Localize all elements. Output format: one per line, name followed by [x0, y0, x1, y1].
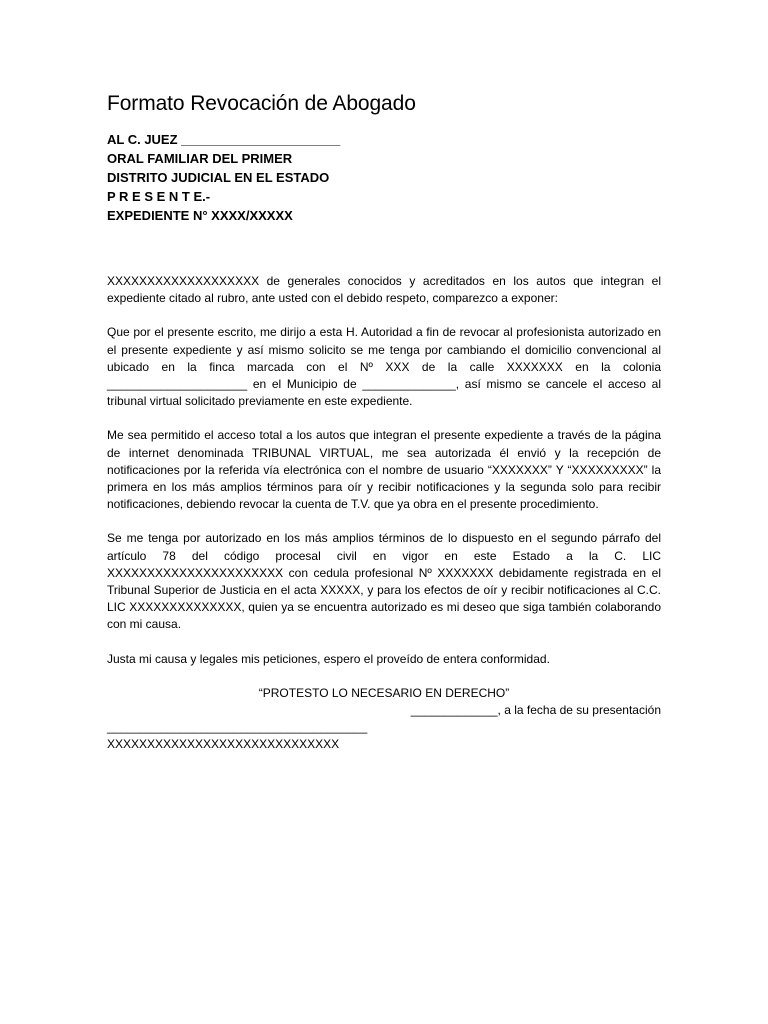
intro-paragraph: XXXXXXXXXXXXXXXXXXX de generales conocidos y acreditados en los autos que integran el expediente citado al rubro, ante usted con el debido respeto, comparezco a exponer: [107, 274, 661, 306]
addressee-block [107, 130, 661, 225]
addressee-district-line: DISTRITO JUDICIAL EN EL ESTADO [107, 170, 330, 185]
addressee-judge-line: AL C. JUEZ ______________________ [107, 132, 341, 147]
date-line: _____________, a la fecha de su presentación [410, 702, 661, 717]
closing-request-paragraph: Justa mi causa y legales mis peticiones, espero el proveído de entera conformidad. [107, 651, 550, 666]
expediente-line: EXPEDIENTE N° XXXX/XXXXX [107, 208, 293, 223]
protest-line: “PROTESTO LO NECESARIO EN DERECHO” [258, 685, 510, 700]
authorization-paragraph: Se me tenga por autorizado en los más amplios términos de lo dispuesto en el segundo párrafo del artículo 78 del código procesal civil en vigor en este Estado a la C. LIC XXXXXXXXXXXXXXXXXXXXXX con cedula profesional Nº XXXXXXX debidamente registrada en el Tribunal Superior de Justicia en el acta XXXXX, y para los efectos de oír y recibir notificaciones al C.C. LIC XXXXXXXXXXXXXX, quien ya se encuentra autorizado es mi deseo que siga también colaborando con mi causa. [107, 531, 661, 632]
document-page [107, 92, 661, 753]
presente-line: P R E S E N T E.- [107, 189, 211, 204]
revocation-paragraph: Que por el presente escrito, me dirijo a esta H. Autoridad a fin de revocar al profesionista autorizado en el presente expediente y así mismo solicito se me tenga por cambiando el domicilio convencional al ubicado en la finca marcada con el Nº XXX de la calle XXXXXXX en la colonia _____________________ en el Municipio de ______________, así mismo se cancele el acceso al tribunal virtual solicitado previamente en este expediente. [107, 325, 661, 409]
virtual-tribunal-paragraph: Me sea permitido el acceso total a los autos que integran el presente expediente a través de la página de internet denominada TRIBUNAL VIRTUAL, me sea autorizada él envió y la recepción de notificaciones por la referida vía electrónica con el nombre de usuario “XXXXXXX” Y “XXXXXXXXX” la primera en los más amplios términos para oír y recibir notificaciones y la segunda solo para recibir notificaciones, debiendo revocar la cuenta de T.V. que ya obra en el presente procedimiento. [107, 428, 661, 512]
document-title: Formato Revocación de Abogado [107, 92, 416, 115]
signature-line: _______________________________________ [107, 719, 368, 734]
signature-name: XXXXXXXXXXXXXXXXXXXXXXXXXXXXX [107, 736, 340, 751]
addressee-court-line: ORAL FAMILIAR DEL PRIMER [107, 151, 293, 166]
